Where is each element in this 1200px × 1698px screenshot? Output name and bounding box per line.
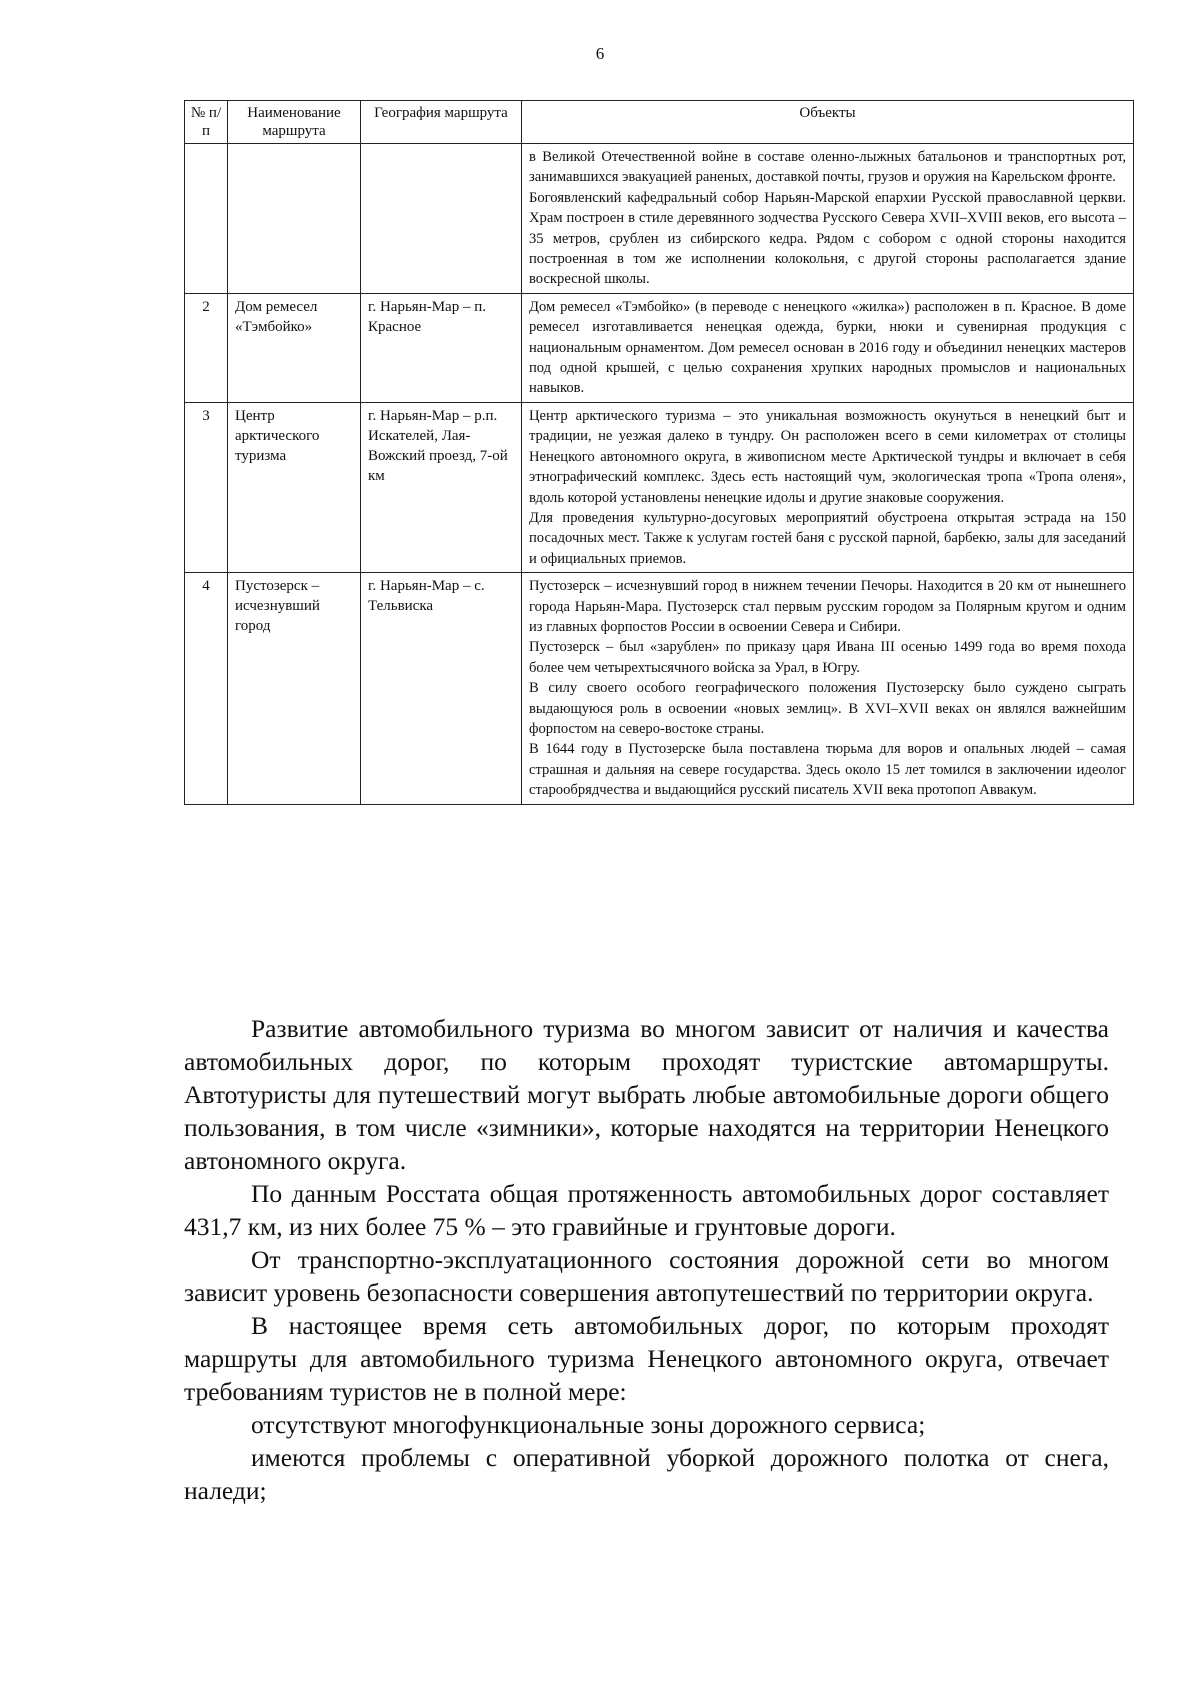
route-geography: г. Нарьян-Мар – п. Красное [361, 293, 522, 402]
body-paragraph: отсутствуют многофункциональные зоны дорожного сервиса; [251, 1410, 926, 1439]
row-num [185, 144, 228, 294]
route-name: Пустозерск – исчезнувший город [228, 573, 361, 804]
table-row [185, 573, 1134, 804]
route-objects [522, 573, 1134, 804]
body-paragraph: В настоящее время сеть автомобильных дорог, по которым проходят маршруты для автомобильного туризма Ненецкого автономного округа, отвечает требованиям туристов не в полной мере: [184, 1311, 1109, 1406]
body-paragraph: имеются проблемы с оперативной уборкой дорожного полотка от снега, наледи; [184, 1443, 1109, 1505]
routes-table [184, 100, 1134, 805]
objects-paragraph: Дом ремесел «Тэмбойко» (в переводе с ненецкого «жилка») расположен в п. Красное. В доме ремесел изготавливается ненецкая одежда, бурки, нюки и сувенирная продукция с национальным орнаментом. Дом ремесел основан в 2016 году и объединил ненецких мастеров под одной крышей, с целью сохранения хрупких народных промыслов и национальных навыков. [529, 298, 1126, 397]
objects-paragraph: Для проведения культурно-досуговых мероприятий обустроена открытая эстрада на 150 посадочных мест. Также к услугам гостей баня с русской парной, барбекю, залы для заседаний и официальных приемов. [529, 509, 1126, 567]
table-row [185, 402, 1134, 572]
header-name: Наименование маршрута [228, 101, 361, 144]
objects-paragraph: Пустозерск – был «зарублен» по приказу царя Ивана III осенью 1499 года во время похода более чем четырехтысячного войска за Урал, в Югру. [529, 639, 1126, 676]
route-objects [522, 144, 1134, 294]
route-objects [522, 402, 1134, 572]
route-name: Центр арктического туризма [228, 402, 361, 572]
objects-paragraph: Пустозерск – исчезнувший город в нижнем течении Печоры. Находится в 20 км от нынешнего города Нарьян-Мара. Пустозерск стал первым русским городом за Полярным кругом и одним из главных форпостов России в освоении Севера и Сибири. [529, 578, 1126, 635]
objects-paragraph: в Великой Отечественной войне в составе оленно-лыжных батальонов и транспортных рот, занимавшихся эвакуацией раненых, доставкой почты, грузов и оружия на Карельском фронте. [529, 149, 1126, 186]
body-paragraph: От транспортно-эксплуатационного состояния дорожной сети во многом зависит уровень безопасности совершения автопутешествий по территории округа. [184, 1245, 1109, 1307]
route-geography [361, 144, 522, 294]
row-num: 4 [185, 573, 228, 804]
route-objects [522, 293, 1134, 402]
table-row [185, 293, 1134, 402]
route-geography: г. Нарьян-Мар – с. Тельвиска [361, 573, 522, 804]
body-text [184, 1012, 1109, 1507]
header-num: № п/п [185, 101, 228, 144]
objects-paragraph: В 1644 году в Пустозерске была поставлена тюрьма для воров и опальных людей – самая страшная и дальняя на севере государства. Здесь около 15 лет томился в заключении идеолог старообрядчества и выдающийся русский писатель XVII века протопоп Аввакум. [529, 741, 1126, 799]
objects-paragraph: Богоявленский кафедральный собор Нарьян-Марской епархии Русской православной церкви. Храм построен в стиле деревянного зодчества Русского Севера XVII–XVIII веков, его высота – 35 метров, срублен из сибирского кедра. Рядом с собором с одной стороны находится построенная в том же исполнении колокольня, с другой стороны располагается здание воскресной школы. [529, 189, 1126, 288]
objects-paragraph: В силу своего особого географического положения Пустозерску было суждено сыграть выдающуюся роль в освоении «новых землиц». В XVI–XVII веках он являлся важнейшим форпостом на северо-востоке страны. [529, 680, 1126, 737]
table-row [185, 144, 1134, 294]
row-num: 2 [185, 293, 228, 402]
objects-paragraph: Центр арктического туризма – это уникальная возможность окунуться в ненецкий быт и традиции, не уезжая далеко в тундру. Он расположен всего в семи километрах от столицы Ненецкого автономного округа, в живописном месте Арктической тундры и включает в себя этнографический комплекс. Здесь есть настоящий чум, экологическая тропа «Тропа оленя», вдоль которой установлены ненецкие идолы и другие знаковые сооружения. [529, 407, 1126, 506]
body-paragraph: По данным Росстата общая протяженность автомобильных дорог составляет 431,7 км, из них более 75 % – это гравийные и грунтовые дороги. [184, 1179, 1109, 1241]
route-name [228, 144, 361, 294]
page-number: 6 [595, 44, 605, 63]
route-name: Дом ремесел «Тэмбойко» [228, 293, 361, 402]
route-geography: г. Нарьян-Мар – р.п. Искателей, Лая-Вожский проезд, 7-ой км [361, 402, 522, 572]
header-objects: Объекты [522, 101, 1134, 144]
body-paragraph: Развитие автомобильного туризма во многом зависит от наличия и качества автомобильных дорог, по которым проходят туристские автомаршруты. Автотуристы для путешествий могут выбрать любые автомобильные дороги общего пользования, в том числе «зимники», которые находятся на территории Ненецкого автономного округа. [184, 1014, 1109, 1175]
header-geo: География маршрута [361, 101, 522, 144]
row-num: 3 [185, 402, 228, 572]
table-header-row [185, 101, 1134, 144]
